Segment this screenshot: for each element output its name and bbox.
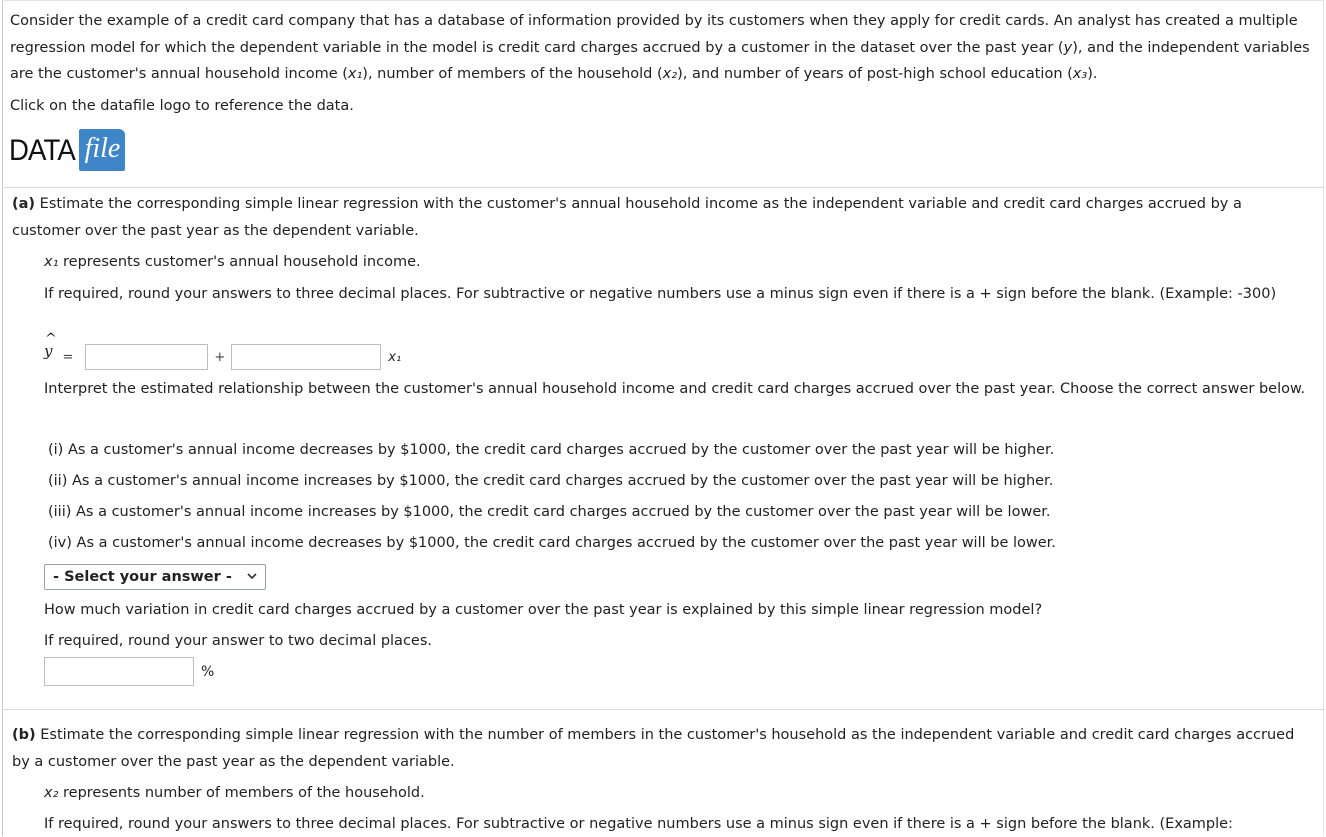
equation-x1: x₁ xyxy=(388,349,402,365)
regression-equation xyxy=(44,331,402,372)
variation-rounding: If required, round your answer to two decimal places. xyxy=(44,633,433,649)
r-squared-input[interactable] xyxy=(44,657,194,686)
intro-text-1: Consider the example of a credit card company that has a database of information provided by its customers when they apply for credit cards. An analyst has created a multiple regression model for which the dependent variable in the model is credit card charges accrued by a customer in the dataset over the past year ( xyxy=(10,13,1298,56)
part-a-rounding-instructions: If required, round your answers to three decimal places. For subtractive or negative numbers use a minus sign even if there is a + sign before the blank. (Example: -300) xyxy=(44,286,1277,302)
intercept-input[interactable] xyxy=(85,344,208,370)
part-a-variable-note xyxy=(44,249,1314,275)
var-y: y xyxy=(1063,39,1073,56)
choice-iii: (iii) As a customer's annual income increases by $1000, the credit card charges accrued by the customer over the past year will be lower. xyxy=(48,504,1051,520)
part-a-var-desc: represents customer's annual household income. xyxy=(58,254,421,270)
part-b-var-desc: represents number of members of the household. xyxy=(58,785,425,801)
click-note: Click on the datafile logo to reference the data. xyxy=(10,98,354,114)
part-a-label: (a) xyxy=(12,196,36,212)
intro-paragraph xyxy=(10,8,1320,88)
hat-icon: ^ xyxy=(45,331,57,347)
chevron-down-icon xyxy=(245,569,259,583)
answer-select-label: - Select your answer - xyxy=(53,569,232,585)
choice-i: (i) As a customer's annual income decreases by $1000, the credit card charges accrued by the customer over the past year will be higher. xyxy=(48,442,1055,458)
datafile-logo-file: file xyxy=(79,129,126,171)
intro-text-4: ), and number of years of post-high school education ( xyxy=(677,66,1073,82)
var-x3: x₃ xyxy=(1072,66,1088,82)
part-b-question-text: Estimate the corresponding simple linear regression with the number of members in the customer's household as the independent variable and credit card charges accrued by a customer over the past year as the dependent variable. xyxy=(12,727,1295,770)
question-frame xyxy=(2,0,1324,836)
divider xyxy=(2,709,1324,710)
plus-sign: + xyxy=(214,349,226,365)
y-hat-letter: y xyxy=(44,342,53,360)
part-b-rounding-instructions: If required, round your answers to three decimal places. For subtractive or negative numbers use a minus sign even if there is a + sign before the blank. (Example: xyxy=(44,816,1233,832)
intro-text-3: ), number of members of the household ( xyxy=(362,66,663,82)
choice-iv: (iv) As a customer's annual income decreases by $1000, the credit card charges accrued by the customer over the past year will be lower. xyxy=(48,535,1056,551)
part-b-var-symbol: x₂ xyxy=(44,785,59,801)
part-a-question xyxy=(12,191,1302,245)
var-x2: x₂ xyxy=(662,66,678,82)
intro-text-5: ). xyxy=(1087,66,1098,82)
divider xyxy=(2,187,1324,188)
part-a-var-symbol: x₁ xyxy=(44,254,59,270)
part-a-question-text: Estimate the corresponding simple linear regression with the customer's annual household income as the independent variable and credit card charges accrued by a customer over the past year as the dependent variable. xyxy=(12,196,1242,239)
part-b-label: (b) xyxy=(12,727,36,743)
choice-ii: (ii) As a customer's annual income increases by $1000, the credit card charges accrued by the customer over the past year will be higher. xyxy=(48,473,1054,489)
variation-prompt: How much variation in credit card charges accrued by a customer over the past year is explained by this simple linear regression model? xyxy=(44,602,1043,618)
equals-sign: = xyxy=(62,349,74,365)
datafile-logo-data: DATA xyxy=(9,134,75,167)
percent-sign: % xyxy=(201,664,215,680)
answer-select[interactable] xyxy=(44,564,266,590)
y-hat-symbol xyxy=(44,331,57,360)
interpret-prompt: Interpret the estimated relationship between the customer's annual household income and credit card charges accrued over the past year. Choose the correct answer below. xyxy=(44,381,1306,397)
datafile-logo[interactable] xyxy=(9,128,125,174)
slope-input[interactable] xyxy=(231,344,381,370)
var-x1: x₁ xyxy=(347,66,363,82)
part-b-variable-note xyxy=(44,780,1314,806)
intro-text-2: ), and the independent variables are the customer's annual household income ( xyxy=(10,39,1310,82)
part-b-question xyxy=(12,722,1302,776)
